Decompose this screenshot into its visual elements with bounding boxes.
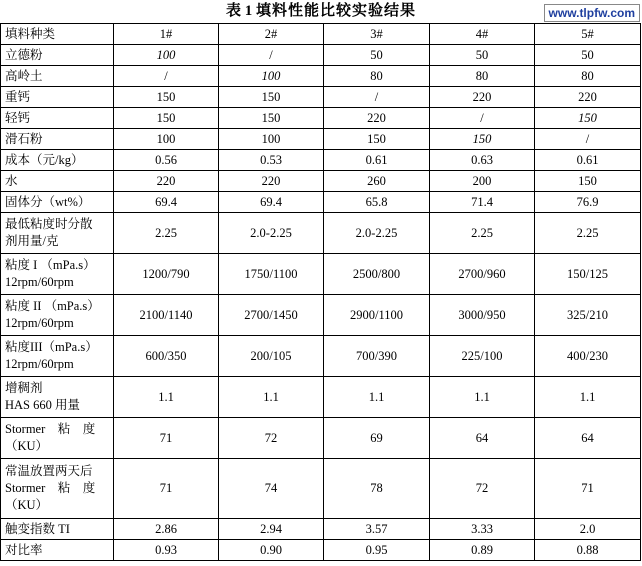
header-cell-3: 3# bbox=[324, 24, 430, 45]
row-label bbox=[1, 171, 114, 192]
table-cell: 2.0 bbox=[535, 519, 641, 540]
table-cell: 69.4 bbox=[114, 192, 219, 213]
table-cell: 150 bbox=[535, 108, 641, 129]
table-cell: / bbox=[535, 129, 641, 150]
table-cell: 150 bbox=[114, 87, 219, 108]
row-label-line: 12rpm/60rpm bbox=[5, 316, 74, 330]
table-cell: 100 bbox=[114, 45, 219, 66]
row-label-line: 滑石粉 bbox=[5, 131, 43, 146]
row-label-line: 最低粘度时分散 bbox=[5, 217, 93, 231]
filler-comparison-table bbox=[0, 23, 641, 561]
table-row bbox=[1, 213, 641, 254]
table-row bbox=[1, 295, 641, 336]
header-cell-5: 5# bbox=[535, 24, 641, 45]
table-cell: 71 bbox=[114, 459, 219, 519]
table-cell: 100 bbox=[114, 129, 219, 150]
row-label-line: Stormer 粘 度 bbox=[5, 481, 96, 495]
row-label-line: 轻钙 bbox=[5, 110, 31, 125]
table-cell: 71 bbox=[114, 418, 219, 459]
table-cell: 76.9 bbox=[535, 192, 641, 213]
table-row bbox=[1, 66, 641, 87]
header-cell-4: 4# bbox=[430, 24, 535, 45]
table-cell: 2100/1140 bbox=[114, 295, 219, 336]
table-cell: 50 bbox=[430, 45, 535, 66]
table-cell: 80 bbox=[535, 66, 641, 87]
table-row bbox=[1, 108, 641, 129]
table-cell: 50 bbox=[324, 45, 430, 66]
table-row bbox=[1, 150, 641, 171]
row-label-line: 水 bbox=[5, 173, 18, 188]
table-cell: 1.1 bbox=[219, 377, 324, 418]
table-cell: / bbox=[114, 66, 219, 87]
table-row bbox=[1, 45, 641, 66]
table-row bbox=[1, 459, 641, 519]
table-row bbox=[1, 87, 641, 108]
row-label bbox=[1, 192, 114, 213]
table-row bbox=[1, 377, 641, 418]
table-cell: 400/230 bbox=[535, 336, 641, 377]
table-cell: 0.61 bbox=[535, 150, 641, 171]
header-cell-label: 填料种类 bbox=[1, 24, 114, 45]
table-cell: 150/125 bbox=[535, 254, 641, 295]
table-cell: 150 bbox=[219, 87, 324, 108]
row-label-line: 粘度 II （mPa.s） bbox=[5, 299, 100, 313]
row-label bbox=[1, 87, 114, 108]
table-cell: 260 bbox=[324, 171, 430, 192]
table-cell: 150 bbox=[535, 171, 641, 192]
table-cell: 80 bbox=[324, 66, 430, 87]
row-label-line: 触变指数 TI bbox=[5, 521, 70, 536]
row-label-line: 12rpm/60rpm bbox=[5, 357, 74, 371]
table-cell: 220 bbox=[114, 171, 219, 192]
table-cell: 220 bbox=[324, 108, 430, 129]
row-label-line: 12rpm/60rpm bbox=[5, 275, 74, 289]
table-cell: 150 bbox=[324, 129, 430, 150]
table-cell: 1750/1100 bbox=[219, 254, 324, 295]
table-cell: 72 bbox=[219, 418, 324, 459]
table-cell: 0.56 bbox=[114, 150, 219, 171]
table-cell: 3.33 bbox=[430, 519, 535, 540]
row-label bbox=[1, 519, 114, 540]
table-header-row bbox=[1, 24, 641, 45]
table-cell: 325/210 bbox=[535, 295, 641, 336]
table-cell: 2.25 bbox=[535, 213, 641, 254]
row-label-line: （KU） bbox=[5, 439, 49, 453]
row-label-line: 立德粉 bbox=[5, 47, 43, 62]
row-label bbox=[1, 459, 114, 519]
row-label-line: 剂用量/克 bbox=[5, 234, 59, 248]
row-label-line: 常温放置两天后 bbox=[5, 464, 93, 478]
table-cell: 100 bbox=[219, 66, 324, 87]
header-cell-2: 2# bbox=[219, 24, 324, 45]
row-label-line: （KU） bbox=[5, 498, 49, 512]
table-cell: 150 bbox=[430, 129, 535, 150]
table-cell: 1.1 bbox=[324, 377, 430, 418]
row-label-line: 粘度 I （mPa.s） bbox=[5, 258, 96, 272]
table-row bbox=[1, 418, 641, 459]
table-cell: 1.1 bbox=[430, 377, 535, 418]
table-cell: 0.88 bbox=[535, 540, 641, 561]
table-cell: 2900/1100 bbox=[324, 295, 430, 336]
table-row bbox=[1, 336, 641, 377]
table-cell: 100 bbox=[219, 129, 324, 150]
table-cell: 2.25 bbox=[114, 213, 219, 254]
row-label-line: 增稠剂 bbox=[5, 381, 43, 395]
table-cell: 71.4 bbox=[430, 192, 535, 213]
caption-title: 填料性能比较实验结果 bbox=[256, 3, 417, 19]
row-label bbox=[1, 336, 114, 377]
table-cell: 78 bbox=[324, 459, 430, 519]
table-cell: 69 bbox=[324, 418, 430, 459]
table-cell: 64 bbox=[430, 418, 535, 459]
table-cell: 69.4 bbox=[219, 192, 324, 213]
table-cell: 0.89 bbox=[430, 540, 535, 561]
site-watermark: www.tlpfw.com bbox=[544, 4, 640, 22]
table-cell: 200 bbox=[430, 171, 535, 192]
table-cell: 2.0-2.25 bbox=[219, 213, 324, 254]
table-cell: 2700/960 bbox=[430, 254, 535, 295]
table-cell: 65.8 bbox=[324, 192, 430, 213]
row-label bbox=[1, 45, 114, 66]
row-label-line: Stormer 粘 度 bbox=[5, 422, 96, 436]
table-row bbox=[1, 254, 641, 295]
header-cell-1: 1# bbox=[114, 24, 219, 45]
row-label bbox=[1, 295, 114, 336]
table-cell: 1.1 bbox=[114, 377, 219, 418]
row-label bbox=[1, 213, 114, 254]
table-cell: 1200/790 bbox=[114, 254, 219, 295]
table-cell: 0.63 bbox=[430, 150, 535, 171]
table-cell: 2.0-2.25 bbox=[324, 213, 430, 254]
row-label bbox=[1, 254, 114, 295]
table-cell: 2500/800 bbox=[324, 254, 430, 295]
row-label-line: 成本（元/kg） bbox=[5, 152, 84, 167]
table-row bbox=[1, 519, 641, 540]
table-row bbox=[1, 540, 641, 561]
table-row bbox=[1, 171, 641, 192]
table-cell: 2700/1450 bbox=[219, 295, 324, 336]
row-label bbox=[1, 108, 114, 129]
caption-number: 表 1 bbox=[225, 3, 253, 19]
row-label-line: 高岭土 bbox=[5, 68, 43, 83]
row-label bbox=[1, 540, 114, 561]
row-label bbox=[1, 418, 114, 459]
table-row bbox=[1, 192, 641, 213]
table-cell: / bbox=[219, 45, 324, 66]
table-cell: 150 bbox=[219, 108, 324, 129]
table-cell: 72 bbox=[430, 459, 535, 519]
table-cell: 3.57 bbox=[324, 519, 430, 540]
table-cell: 220 bbox=[219, 171, 324, 192]
table-cell: 600/350 bbox=[114, 336, 219, 377]
table-cell: 3000/950 bbox=[430, 295, 535, 336]
row-label-line: 粘度III（mPa.s） bbox=[5, 340, 98, 354]
table-cell: 0.95 bbox=[324, 540, 430, 561]
table-cell: 64 bbox=[535, 418, 641, 459]
table-cell: 71 bbox=[535, 459, 641, 519]
row-label bbox=[1, 150, 114, 171]
table-cell: 700/390 bbox=[324, 336, 430, 377]
table-cell: / bbox=[324, 87, 430, 108]
table-body bbox=[1, 45, 641, 561]
table-cell: 2.25 bbox=[430, 213, 535, 254]
table-cell: 200/105 bbox=[219, 336, 324, 377]
table-cell: 220 bbox=[535, 87, 641, 108]
table-cell: 80 bbox=[430, 66, 535, 87]
table-cell: 0.61 bbox=[324, 150, 430, 171]
row-label-line: HAS 660 用量 bbox=[5, 398, 81, 412]
table-cell: 74 bbox=[219, 459, 324, 519]
row-label-line: 固体分（wt%） bbox=[5, 194, 91, 209]
row-label bbox=[1, 377, 114, 418]
table-cell: 150 bbox=[114, 108, 219, 129]
table-row bbox=[1, 129, 641, 150]
table-cell: 2.94 bbox=[219, 519, 324, 540]
table-cell: 220 bbox=[430, 87, 535, 108]
row-label bbox=[1, 66, 114, 87]
row-label-line: 重钙 bbox=[5, 89, 31, 104]
row-label-line: 对比率 bbox=[5, 542, 43, 557]
table-cell: 2.86 bbox=[114, 519, 219, 540]
table-cell: 0.93 bbox=[114, 540, 219, 561]
table-cell: 225/100 bbox=[430, 336, 535, 377]
table-cell: 1.1 bbox=[535, 377, 641, 418]
table-cell: / bbox=[430, 108, 535, 129]
table-cell: 50 bbox=[535, 45, 641, 66]
table-cell: 0.53 bbox=[219, 150, 324, 171]
table-cell: 0.90 bbox=[219, 540, 324, 561]
row-label bbox=[1, 129, 114, 150]
